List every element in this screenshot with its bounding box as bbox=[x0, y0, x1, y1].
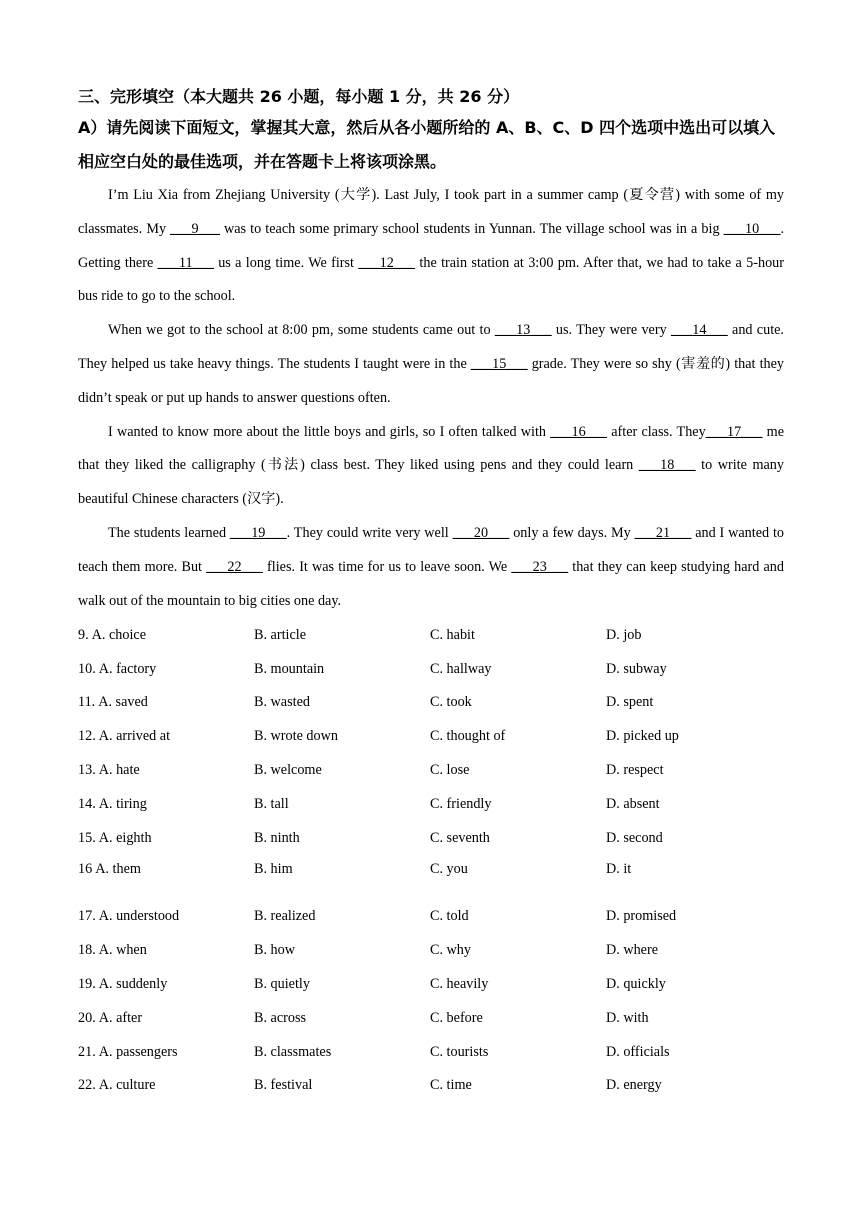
option-d bbox=[606, 830, 784, 847]
option-text: D. it bbox=[606, 860, 632, 877]
question-row bbox=[78, 787, 784, 821]
passage-paragraph bbox=[78, 314, 784, 415]
option-c bbox=[430, 762, 606, 779]
option-text: D. promised bbox=[606, 908, 677, 925]
question-number: 18. bbox=[78, 942, 96, 959]
document-page bbox=[78, 83, 784, 1103]
option-text: C. you bbox=[430, 860, 468, 877]
blank-slot: ___10___ bbox=[723, 220, 781, 237]
question-number: 9. bbox=[78, 626, 89, 643]
passage-text: me that they liked the calligraphy (书法) class best. They liked using pens and they could learn bbox=[78, 423, 784, 474]
passage-text: was to teach some primary school students in Yunnan. The village school was in a big bbox=[219, 220, 724, 237]
option-a bbox=[78, 694, 254, 711]
option-d bbox=[606, 627, 784, 644]
option-c bbox=[430, 627, 606, 644]
question-number: 13. bbox=[78, 761, 96, 778]
option-b bbox=[254, 1044, 430, 1061]
passage-paragraph bbox=[78, 517, 784, 618]
option-a bbox=[78, 976, 254, 993]
option-a bbox=[78, 1077, 254, 1094]
option-d bbox=[606, 1077, 784, 1094]
question-number: 14. bbox=[78, 795, 96, 812]
option-b bbox=[254, 796, 430, 813]
option-text: C. seventh bbox=[430, 829, 490, 846]
cloze-passage bbox=[78, 179, 784, 618]
passage-text: us. They were very bbox=[551, 322, 671, 339]
option-text: B. festival bbox=[254, 1077, 313, 1094]
option-text: C. thought of bbox=[430, 728, 506, 745]
blank-slot: ___17___ bbox=[705, 423, 763, 440]
option-d bbox=[606, 796, 784, 813]
option-text: B. quietly bbox=[254, 975, 310, 992]
option-d bbox=[606, 1010, 784, 1027]
blank-slot: ___12___ bbox=[358, 254, 416, 271]
option-c bbox=[430, 861, 606, 878]
answer-options bbox=[78, 618, 784, 1102]
option-d bbox=[606, 908, 784, 925]
option-a bbox=[78, 796, 254, 813]
option-text: B. mountain bbox=[254, 660, 325, 677]
option-c bbox=[430, 908, 606, 925]
option-c bbox=[430, 830, 606, 847]
passage-text: I wanted to know more about the little boys and girls, so I often talked with bbox=[108, 423, 551, 440]
option-text: D. picked up bbox=[606, 728, 679, 745]
option-text: C. time bbox=[430, 1077, 472, 1094]
option-text: D. officials bbox=[606, 1043, 670, 1060]
blank-slot: ___20___ bbox=[452, 524, 510, 541]
option-a bbox=[78, 762, 254, 779]
passage-text: I’m Liu Xia from Zhejiang University (大学). Last July, I took part in a summer camp (夏令营) with some of my classmates. My bbox=[78, 187, 784, 237]
question-number: 20. bbox=[78, 1009, 96, 1026]
option-d bbox=[606, 976, 784, 993]
question-row bbox=[78, 686, 784, 720]
question-row bbox=[78, 1069, 784, 1103]
option-c bbox=[430, 694, 606, 711]
passage-text: us a long time. We first bbox=[213, 254, 359, 271]
option-b bbox=[254, 627, 430, 644]
blank-slot: ___18___ bbox=[638, 457, 696, 474]
option-a bbox=[78, 1044, 254, 1061]
option-d bbox=[606, 694, 784, 711]
passage-text: the train station at 3:00 pm. After that, we had to take a 5-hour bus ride to go to the school. bbox=[78, 254, 784, 305]
passage-text: . Getting there bbox=[78, 220, 784, 271]
option-c bbox=[430, 942, 606, 959]
question-row bbox=[78, 821, 784, 855]
passage-text: that they can keep studying hard and walk out of the mountain to big cities one day. bbox=[78, 558, 784, 609]
option-text: D. quickly bbox=[606, 975, 666, 992]
option-c bbox=[430, 1077, 606, 1094]
passage-text: When we got to the school at 8:00 pm, some students came out to bbox=[108, 322, 495, 339]
option-text: A. understood bbox=[98, 908, 180, 925]
blank-slot: ___22___ bbox=[206, 558, 263, 575]
option-text: D. spent bbox=[606, 694, 654, 711]
option-d bbox=[606, 762, 784, 779]
option-text: C. heavily bbox=[430, 975, 489, 992]
option-text: C. told bbox=[430, 908, 469, 925]
option-a bbox=[78, 861, 254, 878]
option-a bbox=[78, 908, 254, 925]
option-d bbox=[606, 1044, 784, 1061]
blank-slot: ___9___ bbox=[170, 220, 220, 237]
option-c bbox=[430, 1044, 606, 1061]
passage-paragraph bbox=[78, 179, 784, 314]
passage-text: only a few days. My bbox=[509, 524, 635, 541]
option-text: D. where bbox=[606, 942, 658, 959]
option-text: A. culture bbox=[98, 1077, 156, 1094]
option-a bbox=[78, 1010, 254, 1027]
option-text: C. lose bbox=[430, 761, 470, 778]
option-c bbox=[430, 1010, 606, 1027]
question-row bbox=[78, 934, 784, 968]
passage-paragraph bbox=[78, 416, 784, 517]
option-text: D. job bbox=[606, 626, 642, 643]
question-row bbox=[78, 652, 784, 686]
option-text: B. classmates bbox=[254, 1043, 332, 1060]
section-title: 三、完形填空（本大题共 26 小题，每小题 1 分，共 26 分） bbox=[78, 87, 520, 106]
option-d bbox=[606, 942, 784, 959]
option-text: A. saved bbox=[98, 694, 148, 711]
blank-slot: ___11___ bbox=[157, 254, 214, 271]
option-text: B. how bbox=[254, 942, 295, 959]
blank-slot: ___14___ bbox=[670, 322, 728, 339]
option-text: C. friendly bbox=[430, 795, 492, 812]
option-text: B. wrote down bbox=[254, 728, 338, 745]
option-text: B. ninth bbox=[254, 829, 300, 846]
question-row bbox=[78, 618, 784, 652]
option-text: C. habit bbox=[430, 626, 475, 643]
option-text: D. subway bbox=[606, 660, 667, 677]
question-number: 12. bbox=[78, 728, 96, 745]
question-row bbox=[78, 754, 784, 788]
option-text: B. wasted bbox=[254, 694, 310, 711]
option-text: B. across bbox=[254, 1009, 307, 1026]
question-row bbox=[78, 855, 784, 900]
option-a bbox=[78, 830, 254, 847]
option-b bbox=[254, 1010, 430, 1027]
passage-text: to write many beautiful Chinese characters (汉字). bbox=[78, 457, 784, 508]
blank-slot: ___13___ bbox=[494, 322, 552, 339]
option-text: C. why bbox=[430, 942, 471, 959]
option-a bbox=[78, 942, 254, 959]
option-text: D. absent bbox=[606, 795, 660, 812]
option-text: D. energy bbox=[606, 1077, 662, 1094]
option-b bbox=[254, 861, 430, 878]
option-text: D. second bbox=[606, 829, 663, 846]
option-c bbox=[430, 976, 606, 993]
blank-slot: ___19___ bbox=[229, 524, 287, 541]
passage-text: flies. It was time for us to leave soon. We bbox=[262, 558, 512, 575]
passage-text: . They could write very well bbox=[286, 524, 453, 541]
question-number: 22. bbox=[78, 1077, 96, 1094]
question-row bbox=[78, 968, 784, 1002]
option-text: B. article bbox=[254, 626, 306, 643]
question-number: 17. bbox=[78, 908, 96, 925]
option-text: B. him bbox=[254, 860, 293, 877]
option-d bbox=[606, 861, 784, 878]
option-text: C. tourists bbox=[430, 1043, 489, 1060]
option-a bbox=[78, 627, 254, 644]
option-b bbox=[254, 762, 430, 779]
option-text: A. arrived at bbox=[98, 728, 171, 745]
option-a bbox=[78, 661, 254, 678]
option-b bbox=[254, 694, 430, 711]
option-b bbox=[254, 908, 430, 925]
passage-text: The students learned bbox=[108, 524, 230, 541]
option-text: B. realized bbox=[254, 908, 316, 925]
option-text: A. hate bbox=[98, 761, 140, 778]
question-number: 10. bbox=[78, 660, 96, 677]
question-row bbox=[78, 1001, 784, 1035]
passage-text: and cute. They helped us take heavy things. The students I taught were in the bbox=[78, 322, 784, 372]
passage-text: grade. They were so shy (害羞的) that they didn’t speak or put up hands to answer questions often. bbox=[78, 355, 784, 406]
question-number: 11. bbox=[78, 694, 96, 711]
option-c bbox=[430, 728, 606, 745]
option-text: D. respect bbox=[606, 761, 664, 778]
option-text: C. hallway bbox=[430, 660, 492, 677]
option-text: A. tiring bbox=[98, 795, 147, 812]
option-text: A. factory bbox=[98, 660, 157, 677]
blank-slot: ___16___ bbox=[550, 423, 608, 440]
option-text: A. eighth bbox=[98, 829, 152, 846]
option-c bbox=[430, 796, 606, 813]
option-text: C. took bbox=[430, 694, 472, 711]
option-d bbox=[606, 661, 784, 678]
question-number: 15. bbox=[78, 829, 96, 846]
option-b bbox=[254, 976, 430, 993]
option-c bbox=[430, 661, 606, 678]
blank-slot: ___21___ bbox=[634, 524, 692, 541]
option-text: D. with bbox=[606, 1009, 649, 1026]
option-text: A. suddenly bbox=[98, 975, 168, 992]
option-text: A. them bbox=[95, 860, 141, 877]
option-text: A. choice bbox=[91, 626, 147, 643]
passage-text: and I wanted to teach them more. But bbox=[78, 524, 784, 575]
option-b bbox=[254, 942, 430, 959]
option-a bbox=[78, 728, 254, 745]
option-text: A. after bbox=[98, 1009, 143, 1026]
passage-text: after class. They bbox=[607, 423, 706, 440]
option-text: C. before bbox=[430, 1009, 483, 1026]
option-b bbox=[254, 661, 430, 678]
option-b bbox=[254, 830, 430, 847]
instruction-text: A）请先阅读下面短文，掌握其大意，然后从各小题所给的 A、B、C、D 四个选项中选出可以填入相应空白处的最佳选项，并在答题卡上将该项涂黑。 bbox=[78, 118, 776, 171]
question-row bbox=[78, 1035, 784, 1069]
option-d bbox=[606, 728, 784, 745]
option-text: A. passengers bbox=[98, 1043, 178, 1060]
option-text: B. welcome bbox=[254, 761, 322, 778]
option-text: B. tall bbox=[254, 795, 289, 812]
option-text: A. when bbox=[98, 942, 147, 959]
question-number: 16 bbox=[78, 860, 93, 877]
question-row bbox=[78, 900, 784, 934]
option-b bbox=[254, 728, 430, 745]
blank-slot: ___15___ bbox=[470, 355, 528, 372]
question-number: 21. bbox=[78, 1043, 96, 1060]
blank-slot: ___23___ bbox=[511, 558, 569, 575]
question-number: 19. bbox=[78, 975, 96, 992]
question-row bbox=[78, 720, 784, 754]
option-b bbox=[254, 1077, 430, 1094]
